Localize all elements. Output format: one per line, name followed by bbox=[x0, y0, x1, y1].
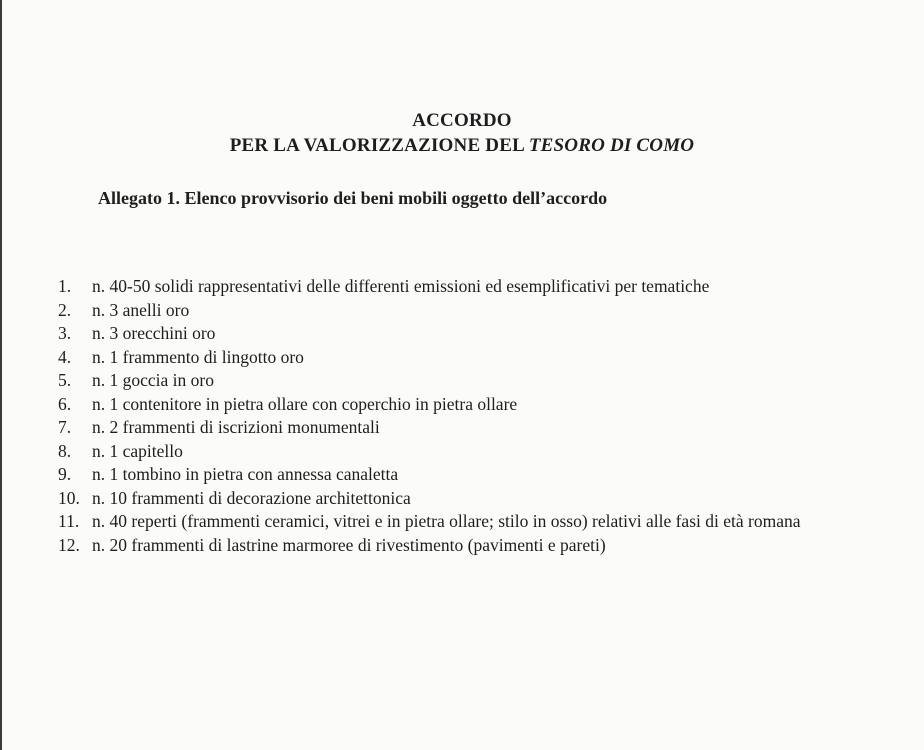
list-item-number: 3. bbox=[58, 323, 72, 343]
list-item bbox=[58, 369, 908, 393]
list-item-text: n. 3 anelli oro bbox=[92, 299, 190, 320]
list-item-text: n. 1 capitello bbox=[92, 440, 183, 461]
list-item-number: 10. bbox=[58, 487, 80, 508]
title-line-2-prefix: PER LA VALORIZZAZIONE DEL bbox=[229, 135, 529, 156]
list-item-text: n. 20 frammenti di lastrine marmoree di rivestimento (pavimenti e pareti) bbox=[92, 534, 606, 555]
document-title bbox=[0, 108, 924, 158]
list-item-number: 9. bbox=[58, 464, 72, 484]
list-item-text: n. 1 goccia in oro bbox=[92, 370, 214, 390]
list-item-number: 11. bbox=[58, 511, 80, 531]
list-item-number: 2. bbox=[58, 299, 72, 320]
list-item-text: n. 40-50 solidi rappresentativi delle differenti emissioni ed esemplificativi per tematiche bbox=[92, 276, 710, 296]
list-item bbox=[58, 416, 908, 440]
title-line-1: ACCORDO bbox=[412, 110, 512, 131]
list-item-text: n. 10 frammenti di decorazione architettonica bbox=[92, 487, 411, 508]
goods-list bbox=[58, 275, 908, 557]
list-item bbox=[58, 534, 908, 558]
list-item-text: n. 40 reperti (frammenti ceramici, vitrei e in pietra ollare; stilo in osso) relativi alle fasi di età romana bbox=[92, 511, 801, 531]
list-item-text: n. 1 contenitore in pietra ollare con coperchio in pietra ollare bbox=[92, 393, 518, 414]
title-line-2-italic: TESORO DI COMO bbox=[528, 135, 695, 156]
list-item-number: 4. bbox=[58, 346, 72, 367]
list-item-text: n. 3 orecchini oro bbox=[92, 323, 216, 343]
list-item-number: 6. bbox=[58, 393, 72, 414]
list-item-text: n. 1 frammento di lingotto oro bbox=[92, 346, 304, 367]
list-item bbox=[58, 346, 908, 370]
list-item bbox=[58, 299, 908, 323]
list-item-text: n. 1 tombino in pietra con annessa canaletta bbox=[92, 464, 399, 484]
list-item bbox=[58, 393, 908, 417]
list-item-number: 12. bbox=[58, 534, 80, 555]
list-item bbox=[58, 440, 908, 464]
list-item bbox=[58, 510, 908, 534]
list-item bbox=[58, 487, 908, 511]
list-item-number: 8. bbox=[58, 440, 72, 461]
title-line-2 bbox=[0, 133, 924, 158]
list-item-number: 5. bbox=[58, 370, 72, 390]
list-item bbox=[58, 463, 908, 487]
list-item-text: n. 2 frammenti di iscrizioni monumentali bbox=[92, 417, 380, 437]
list-item bbox=[58, 322, 908, 346]
list-item-number: 7. bbox=[58, 417, 72, 437]
list-item bbox=[58, 275, 908, 299]
document-subtitle: Allegato 1. Elenco provvisorio dei beni mobili oggetto dell’accordo bbox=[98, 188, 608, 208]
list-item-number: 1. bbox=[58, 276, 72, 296]
